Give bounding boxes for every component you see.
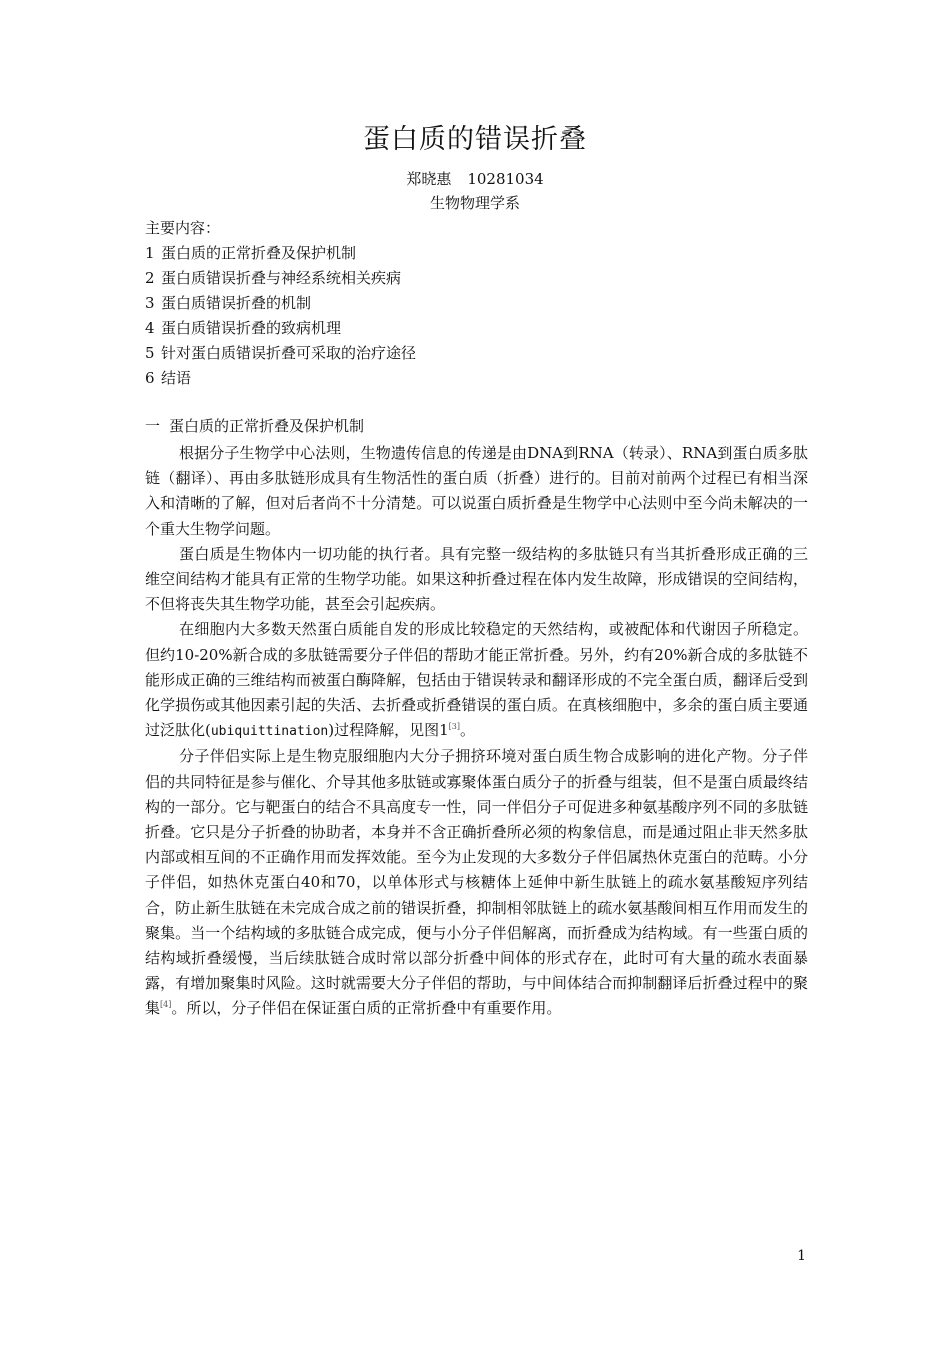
paragraph-text: 在细胞内大多数天然蛋白质能自发的形成比较稳定的天然结构，或被配体和代谢因子所稳定。但约10-20%新合成的多肽链需要分子伴侣的帮助才能正常折叠。另外，约有20%新合成的多肽链不能形成正确的三维结构而被蛋白酶降解，包括由于错误转录和翻译形成的不完全蛋白质，翻译后受到化学损伤或其他因素引起的失活、去折叠或折叠错误的蛋白质。在真核细胞中，多余的蛋白质主要通过泛肽化( — [145, 620, 808, 740]
toc-item-number: 1 — [145, 244, 155, 262]
toc-item-number: 3 — [145, 294, 155, 312]
author-line — [0, 168, 950, 190]
toc-item-label: 蛋白质错误折叠的机制 — [161, 294, 312, 312]
toc-item-label: 蛋白质错误折叠的致病机理 — [161, 319, 342, 337]
toc-item — [145, 266, 805, 291]
citation-ref: [4] — [160, 1000, 172, 1010]
ubiquitination-term: ubiquittination — [210, 724, 329, 740]
section-heading — [145, 414, 808, 439]
paragraph-text: 。所以，分子伴侣在保证蛋白质的正常折叠中有重要作用。 — [171, 999, 562, 1018]
toc-item — [145, 291, 805, 316]
citation-ref: [3] — [448, 722, 461, 732]
author-name: 郑晓惠 — [406, 170, 452, 188]
paragraph-text: 分子伴侣实际上是生物克服细胞内大分子拥挤环境对蛋白质生物合成影响的进化产物。分子伴侣的共同特征是参与催化、介导其他多肽链或寡聚体蛋白质分子的折叠与组装，但不是蛋白质最终结构的一部分。它与靶蛋白的结合不具高度专一性，同一伴侣分子可促进多种氨基酸序列不同的多肽链折叠。它只是分子折叠的协助者，本身并不含正确折叠所必须的构象信息，而是通过阻止非天然多肽内部或相互间的不正确作用而发挥效能。至今为止发现的大多数分子伴侣属热休克蛋白的范畴。小分子伴侣，如热休克蛋白40和70，以单体形式与核糖体上延伸中新生肽链上的疏水氨基酸短序列结合，防止新生肽链在未完成合成之前的错误折叠，抑制相邻肽链上的疏水氨基酸间相互作用而发生的聚集。当一个结构域的多肽链合成完成，便与小分子伴侣解离，而折叠成为结构域。有一些蛋白质的结构域折叠缓慢，当后续肽链合成时常以部分折叠中间体的形式存在，此时可有大量的疏水表面暴露，有增加聚集时风险。这时就需要大分子伴侣的帮助，与中间体结合而抑制翻译后折叠过程中的聚集 — [145, 747, 808, 1018]
paragraph-text: 。 — [460, 721, 476, 740]
paragraph-text: )过程降解，见图1 — [328, 721, 449, 740]
section-title: 蛋白质的正常折叠及保护机制 — [169, 417, 365, 435]
document-title: 蛋白质的错误折叠 — [363, 124, 587, 155]
department: 生物物理学系 — [429, 194, 520, 212]
toc-item — [145, 241, 805, 266]
paragraph-chaperones — [145, 744, 808, 1021]
toc-heading: 主要内容： — [145, 219, 221, 237]
toc-item-label: 结语 — [161, 369, 192, 387]
paragraph-protein-degradation — [145, 617, 808, 744]
student-id: 10281034 — [467, 170, 544, 188]
section-1 — [145, 414, 808, 1022]
table-of-contents — [145, 216, 805, 391]
toc-item-number: 6 — [145, 369, 155, 387]
section-number: 一 — [145, 417, 161, 435]
paragraph-protein-function: 蛋白质是生物体内一切功能的执行者。具有完整一级结构的多肽链只有当其折叠形成正确的三维空间结构才能具有正常的生物学功能。如果这种折叠过程在体内发生故障，形成错误的空间结构，不但将丧失其生物学功能，甚至会引起疾病。 — [145, 544, 808, 614]
toc-item-number: 4 — [145, 319, 155, 337]
toc-item-number: 2 — [145, 269, 155, 287]
toc-item-label: 蛋白质的正常折叠及保护机制 — [161, 244, 357, 262]
toc-item-number: 5 — [145, 344, 155, 362]
paragraph-central-dogma: 根据分子生物学中心法则，生物遗传信息的传递是由DNA到RNA（转录）、RNA到蛋白质多肽链（翻译）、再由多肽链形成具有生物活性的蛋白质（折叠）进行的。目前对前两个过程已有相当深入和清晰的了解，但对后者尚不十分清楚。可以说蛋白质折叠是生物学中心法则中至今尚未解决的一个重大生物学问题。 — [145, 444, 808, 538]
page-number: 1 — [797, 1248, 806, 1264]
toc-item-label: 针对蛋白质错误折叠可采取的治疗途径 — [161, 344, 417, 362]
toc-item — [145, 316, 805, 341]
toc-item-label: 蛋白质错误折叠与神经系统相关疾病 — [161, 269, 402, 287]
toc-item — [145, 341, 805, 366]
toc-item — [145, 366, 805, 391]
